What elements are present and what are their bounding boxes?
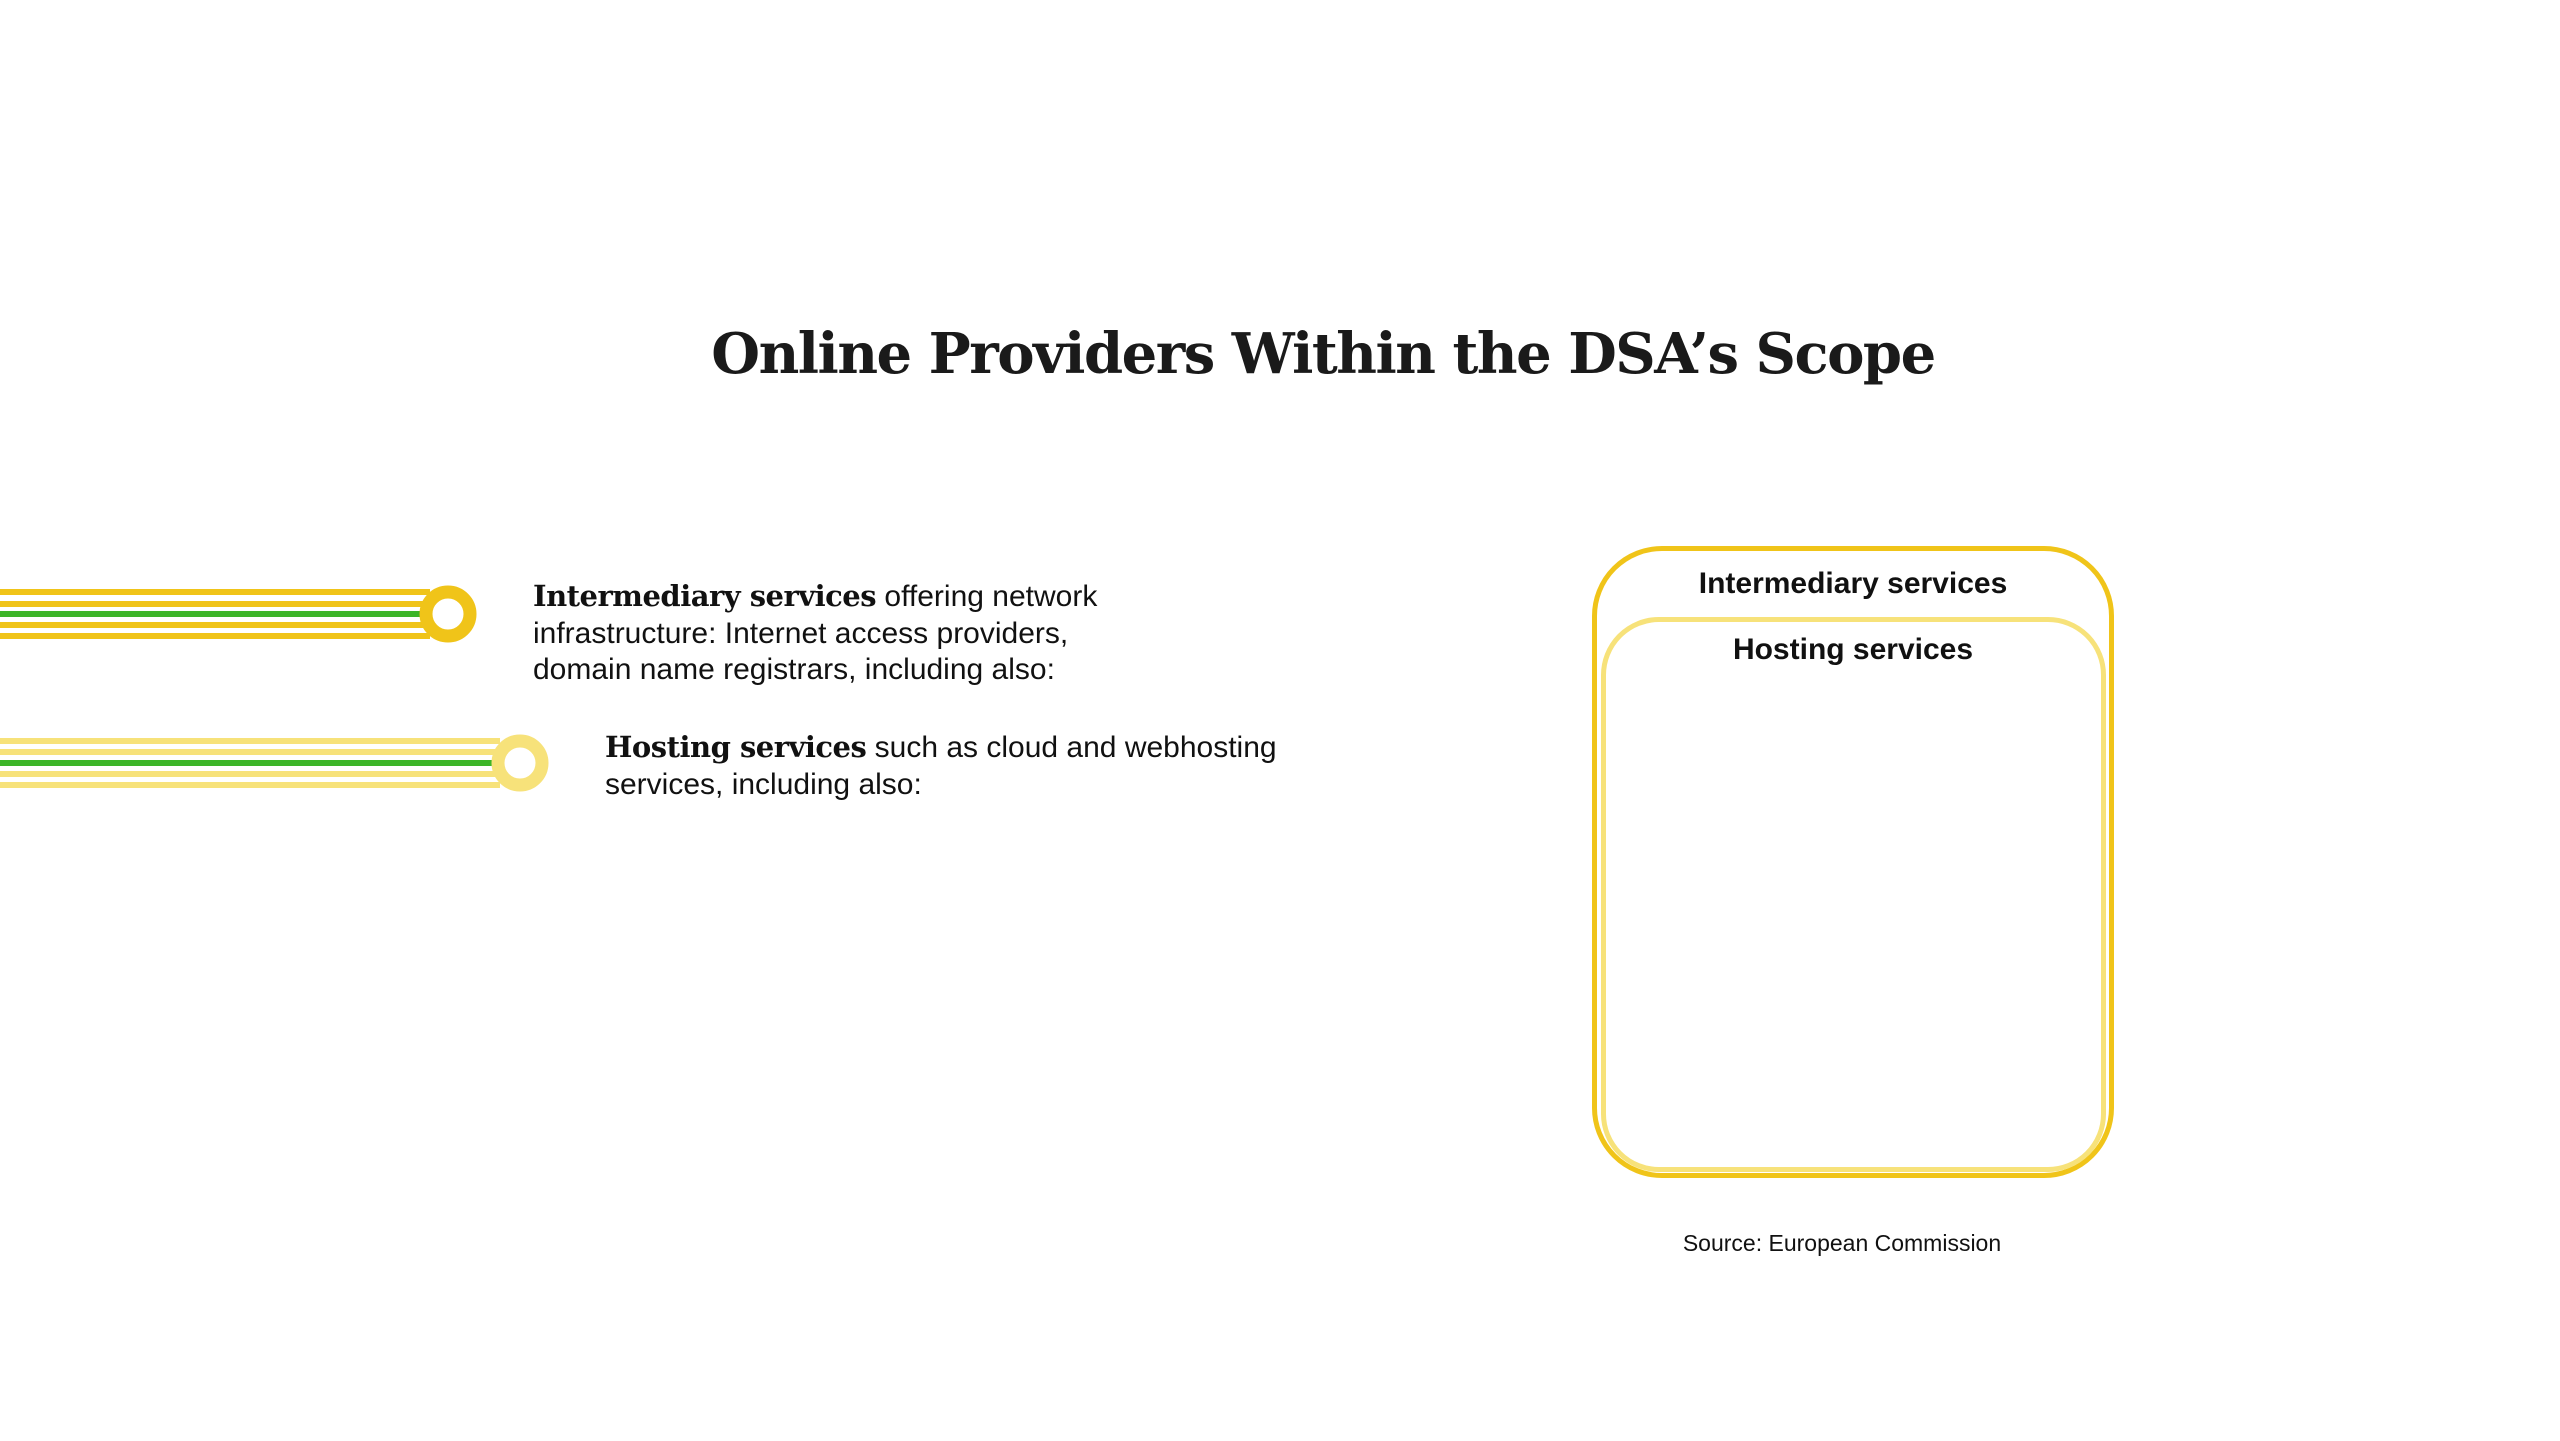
hosting-services-description <box>605 729 1305 803</box>
source-note: Source: European Commission <box>1682 1230 2002 1256</box>
page-title: Online Providers Within the DSA’s Scope <box>711 321 1935 387</box>
intermediary-services-text: offering network infrastructure: Internet access providers, domain name registrars, including also: <box>533 580 1098 686</box>
intermediary-connector-line <box>0 578 480 648</box>
intermediary-node-icon <box>426 592 470 636</box>
hosting-services-box-label: Hosting services <box>1732 633 1974 666</box>
intermediary-services-term: Intermediary services <box>533 579 877 613</box>
hosting-services-box <box>1601 617 2106 1172</box>
intermediary-services-box-label: Intermediary services <box>1698 567 2008 600</box>
intermediary-services-description <box>533 578 1153 689</box>
hosting-node-icon <box>498 741 542 785</box>
hosting-connector-line <box>0 727 560 797</box>
hosting-services-term: Hosting services <box>605 730 867 764</box>
hosting-services-text: such as cloud and webhosting services, including also: <box>605 731 1277 801</box>
